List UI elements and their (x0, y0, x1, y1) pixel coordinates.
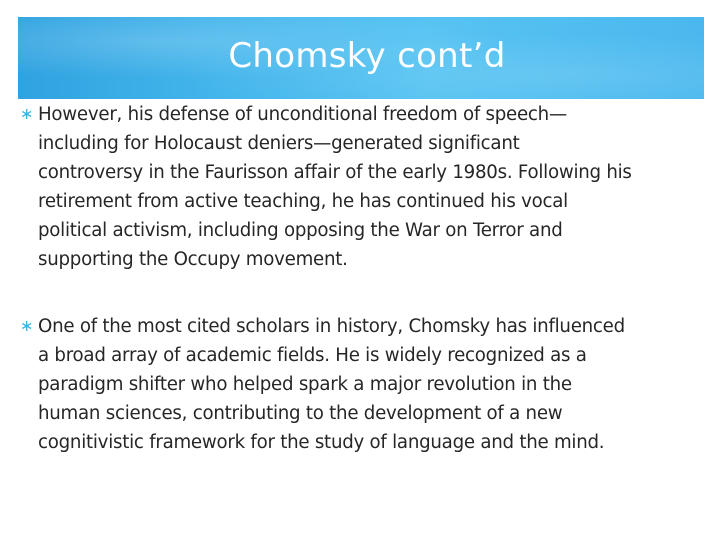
asterisk-bullet-icon: ∗ (20, 104, 34, 123)
bullet-text: One of the most cited scholars in history, Chomsky has influenced a broad array of academic fields. He is widely recognized as a paradigm shifter who helped spark a major revolution in the human sciences, contributing to the development of a new cognitivistic framework for the study of language and the mind. (38, 316, 625, 453)
asterisk-bullet-icon: ∗ (20, 316, 34, 335)
bullet-text: However, his defense of unconditional freedom of speech— including for Holocaust deniers—generated significant controversy in the Faurisson affair of the early 1980s. Following his retirement from active teaching, he has continued his vocal political activism, including opposing the War on Terror and supporting the Occupy movement. (38, 104, 632, 270)
slide-title: Chomsky cont’d (228, 36, 506, 76)
bullet-item (20, 312, 708, 457)
bullet-item (20, 100, 708, 274)
